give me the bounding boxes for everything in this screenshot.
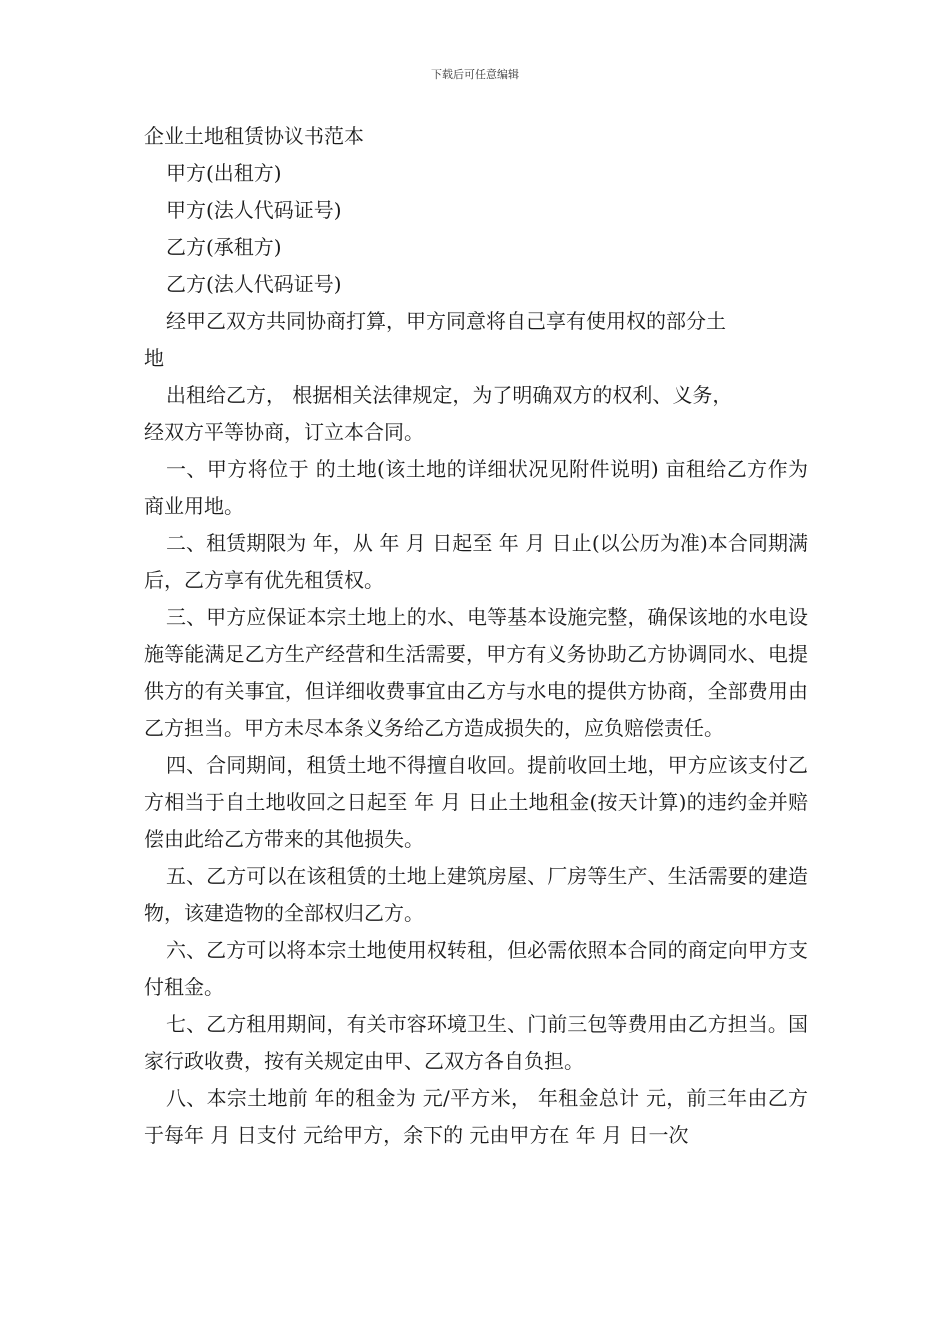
clause-1: 一、甲方将位于 的土地(该土地的详细状况见附件说明) 亩租给乙方作为商业用地。 (144, 457, 808, 518)
clause-5: 五、乙方可以在该租赁的土地上建筑房屋、厂房等生产、生活需要的建造物，该建造物的全部权归乙方。 (144, 864, 808, 925)
clause-3: 三、甲方应保证本宗土地上的水、电等基本设施完整，确保该地的水电设施等能满足乙方生产经营和生活需要，甲方有义务协助乙方协调同水、电提供方的有关事宜，但详细收费事宜由乙方与水电的提供方协商，全部费用由乙方担当。甲方未尽本条义务给乙方造成损失的，应负赔偿责任。 (144, 605, 808, 740)
clause-6: 六、乙方可以将本宗土地使用权转租，但必需依照本合同的商定向甲方支付租金。 (144, 938, 808, 999)
document-title: 企业土地租赁协议书范本 (144, 124, 364, 148)
intro-line-1-tail: 地 (144, 346, 164, 370)
clause-7: 七、乙方租用期间，有关市容环境卫生、门前三包等费用由乙方担当。国家行政收费，按有关规定由甲、乙双方各自负担。 (144, 1012, 808, 1073)
party-lessee-code: 乙方(法人代码证号) (166, 272, 342, 296)
clause-8: 八、本宗土地前 年的租金为 元/平方米， 年租金总计 元，前三年由乙方于每年 月 日支付 元给甲方，余下的 元由甲方在 年 月 日一次 (144, 1086, 808, 1147)
intro-line-2-tail: 经双方平等协商，订立本合同。 (144, 420, 424, 444)
intro-line-1: 经甲乙双方共同协商打算，甲方同意将自己享有使用权的部分土 (166, 309, 726, 333)
clause-4: 四、合同期间，租赁土地不得擅自收回。提前收回土地，甲方应该支付乙方相当于自土地收回之日起至 年 月 日止土地租金(按天计算)的违约金并赔偿由此给乙方带来的其他损失。 (144, 753, 808, 851)
intro-line-2: 出租给乙方， 根据相关法律规定，为了明确双方的权利、义务， (166, 383, 733, 407)
party-lessee: 乙方(承租方) (166, 235, 282, 259)
document-body (144, 118, 808, 1154)
clause-2: 二、租赁期限为 年，从 年 月 日起至 年 月 日止(以公历为准)本合同期满后，乙方享有优先租赁权。 (144, 531, 808, 592)
page-header-note: 下载后可任意编辑 (431, 68, 519, 81)
party-lessor: 甲方(出租方) (166, 161, 282, 185)
party-lessor-code: 甲方(法人代码证号) (166, 198, 342, 222)
